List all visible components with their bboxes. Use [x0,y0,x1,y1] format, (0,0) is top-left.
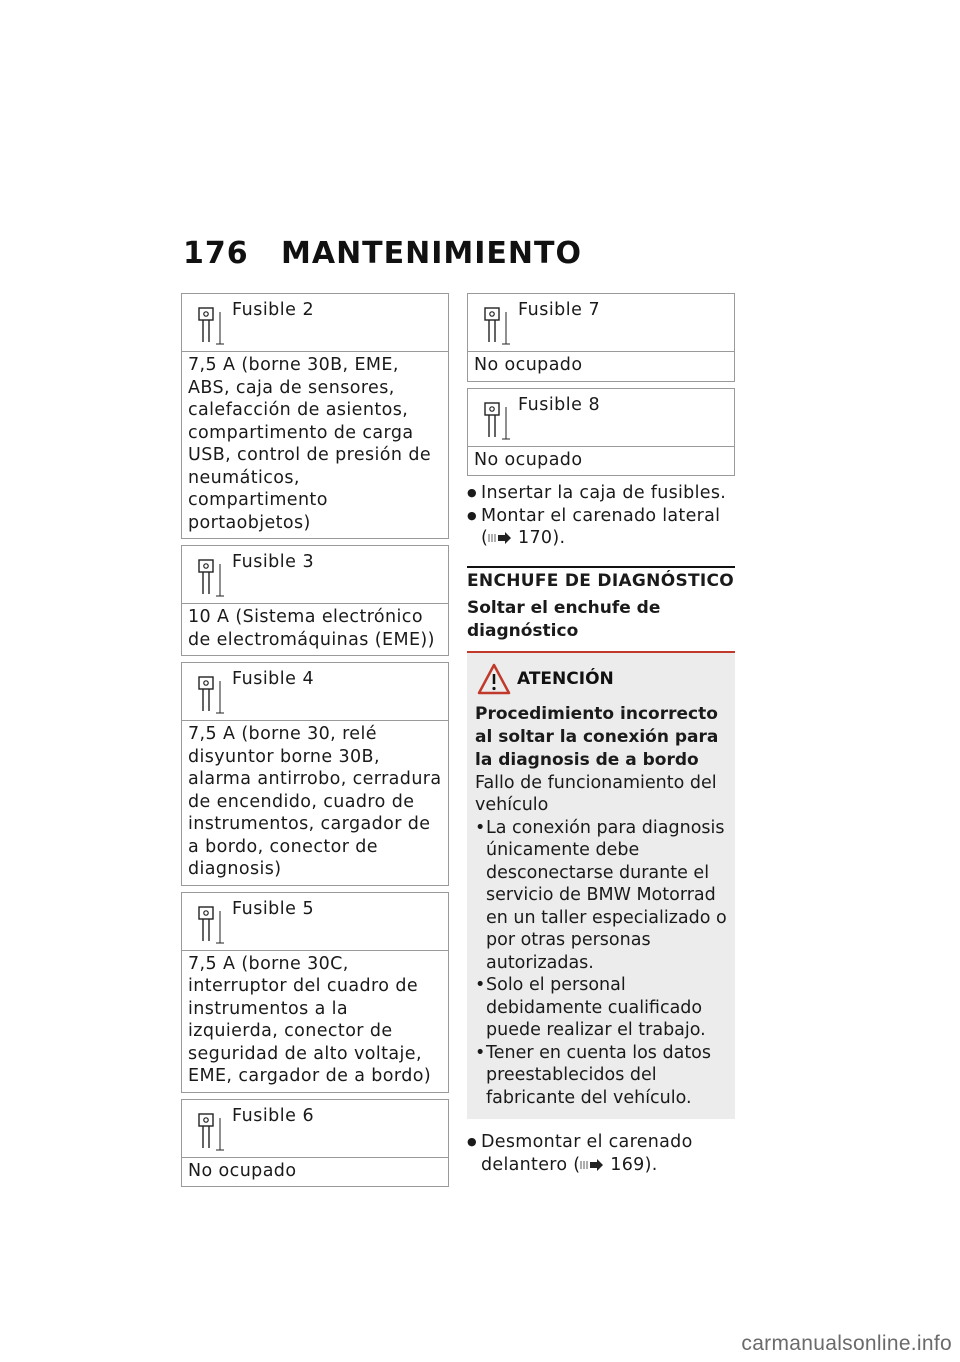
step-text: Desmontar el carenado delantero ( [481,1132,693,1175]
fuse-description: 7,5 A (borne 30B, EME, ABS, caja de sensores, calefacción de asientos, compartimento de carga USB, control de presión de neumáticos, compartimento portaobjetos) [188,355,432,533]
fuse-description: No ocupado [188,1160,297,1181]
fuse-title: Fusible 8 [518,394,601,415]
warning-heading: Procedimiento incorrecto al soltar la conexión para la diagnosis de a bordo [475,703,719,770]
chapter-title: MANTENIMIENTO [281,236,582,271]
arrow-right-icon[interactable] [580,1158,604,1172]
fuse-table-5 [181,892,449,1093]
page-number: 176 [183,236,249,271]
page-reference[interactable]: 169). [610,1154,658,1175]
fuse-icon [482,401,512,441]
arrow-right-icon[interactable] [488,531,512,545]
page-header [183,236,582,271]
warning-consequence: Fallo de funcionamiento del vehículo [475,772,717,815]
step-insert-fuse-box: ● Insertar la caja de fusibles. [467,482,735,505]
watermark: carmanualsonline.info [741,1332,952,1355]
fuse-title: Fusible 3 [232,552,315,572]
fuse-table-3 [181,545,449,656]
fuse-table-2 [181,293,449,539]
left-column [181,293,449,1193]
fuse-description: 7,5 A (borne 30C, interruptor del cuadro de instrumentos a la izquierda, conector de seguridad de alto voltaje, EME, cargador de a bordo) [188,953,432,1086]
fuse-icon [196,558,226,598]
warning-triangle-icon [477,663,511,695]
step-remove-front-fairing [467,1131,735,1176]
fuse-title: Fusible 4 [232,669,315,689]
page-reference[interactable]: 170). [518,528,566,548]
section-title: ENCHUFE DE DIAGNÓSTICO [467,566,735,591]
fuse-title: Fusible 2 [232,300,315,320]
fuse-description: 10 A (Sistema electrónico de electromáquinas (EME)) [188,607,435,650]
fuse-table-4 [181,662,449,886]
warning-box [467,651,735,1120]
fuse-title: Fusible 6 [232,1105,315,1126]
fuse-icon [196,306,226,346]
list-item: • Solo el personal debidamente cualificado puede realizar el trabajo. [475,974,727,1042]
warning-label: ATENCIÓN [517,668,614,689]
fuse-description: No ocupado [474,355,583,375]
step-mount-side-fairing: ● Montar el carenado lateral ( 170). [467,505,735,550]
step-text: Montar el carenado lateral [481,505,721,526]
fuse-table-6 [181,1099,449,1188]
fuse-icon [196,675,226,715]
fuse-table-8 [467,388,735,477]
subsection-title: Soltar el enchufe de diagnóstico [467,597,661,641]
fuse-title: Fusible 5 [232,898,315,919]
warning-list [475,817,727,1110]
fuse-icon [196,905,226,945]
right-column [467,293,735,1176]
fuse-description: 7,5 A (borne 30, relé disyuntor borne 30B, alarma antirrobo, cerradura de encendido, cuadro de instrumentos, cargador de a bordo, conector de diagnosis) [188,724,442,879]
fuse-title: Fusible 7 [518,300,601,320]
list-item: • Tener en cuenta los datos preestablecidos del fabricante del vehículo. [475,1042,727,1110]
fuse-icon [196,1112,226,1152]
fuse-description: No ocupado [474,449,583,470]
fuse-table-7 [467,293,735,382]
list-item: • La conexión para diagnosis únicamente debe desconectarse durante el servicio de BMW Motorrad en un taller especializado o por otras personas autorizadas. [475,817,727,975]
fuse-icon [482,306,512,346]
